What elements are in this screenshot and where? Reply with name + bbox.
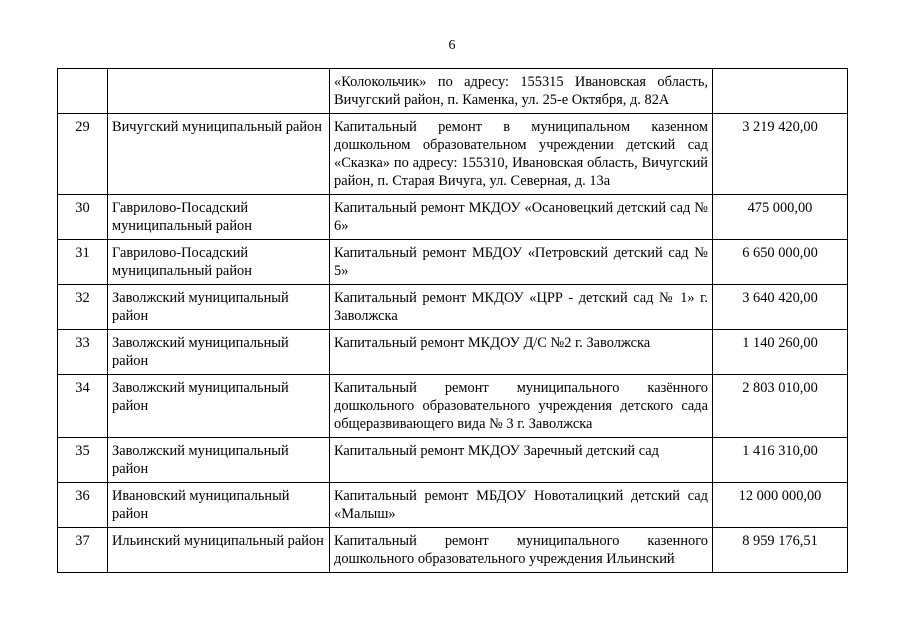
row-number: 37 (58, 528, 108, 573)
table-row (58, 240, 848, 285)
table-row (58, 483, 848, 528)
region-cell: Заволжский муниципальный район (108, 285, 330, 330)
description-cell: Капитальный ремонт МБДОУ «Петровский детский сад № 5» (330, 240, 713, 285)
region-cell: Заволжский муниципальный район (108, 375, 330, 438)
row-number: 29 (58, 114, 108, 195)
region-cell: Заволжский муниципальный район (108, 330, 330, 375)
row-number: 32 (58, 285, 108, 330)
region-cell: Ивановский муниципальный район (108, 483, 330, 528)
amount-cell: 1 140 260,00 (713, 330, 848, 375)
amount-cell: 3 219 420,00 (713, 114, 848, 195)
region-cell: Гаврилово-Посадский муниципальный район (108, 195, 330, 240)
region-cell: Вичугский муниципальный район (108, 114, 330, 195)
table-row (58, 375, 848, 438)
funding-table (57, 68, 848, 573)
row-number: 35 (58, 438, 108, 483)
description-cell: Капитальный ремонт МКДОУ Заречный детский сад (330, 438, 713, 483)
row-number: 34 (58, 375, 108, 438)
region-cell: Заволжский муниципальный район (108, 438, 330, 483)
table-row (58, 69, 848, 114)
amount-cell: 3 640 420,00 (713, 285, 848, 330)
table-row (58, 195, 848, 240)
amount-cell: 6 650 000,00 (713, 240, 848, 285)
amount-cell: 475 000,00 (713, 195, 848, 240)
table-row (58, 114, 848, 195)
description-cell: Капитальный ремонт МКДОУ Д/С №2 г. Заволжска (330, 330, 713, 375)
table-row (58, 285, 848, 330)
description-cell: Капитальный ремонт в муниципальном казенном дошкольном образовательном учреждении детский сад «Сказка» по адресу: 155310, Ивановская область, Вичугский район, п. Старая Вичуга, ул. Северная, д. 13а (330, 114, 713, 195)
amount-cell: 1 416 310,00 (713, 438, 848, 483)
region-cell: Гаврилово-Посадский муниципальный район (108, 240, 330, 285)
row-number: 33 (58, 330, 108, 375)
amount-cell: 12 000 000,00 (713, 483, 848, 528)
row-number (58, 69, 108, 114)
description-cell: Капитальный ремонт МКДОУ «ЦРР - детский сад № 1» г. Заволжска (330, 285, 713, 330)
description-cell: «Колокольчик» по адресу: 155315 Ивановская область, Вичугский район, п. Каменка, ул. 25-е Октября, д. 82А (330, 69, 713, 114)
region-cell: Ильинский муниципальный район (108, 528, 330, 573)
amount-cell: 8 959 176,51 (713, 528, 848, 573)
table-row (58, 528, 848, 573)
amount-cell (713, 69, 848, 114)
row-number: 36 (58, 483, 108, 528)
row-number: 31 (58, 240, 108, 285)
table-row (58, 330, 848, 375)
description-cell: Капитальный ремонт МКДОУ «Осановецкий детский сад № 6» (330, 195, 713, 240)
region-cell (108, 69, 330, 114)
description-cell: Капитальный ремонт муниципального казенного дошкольного образовательного учреждения Ильинский (330, 528, 713, 573)
description-cell: Капитальный ремонт МБДОУ Новоталицкий детский сад «Малыш» (330, 483, 713, 528)
description-cell: Капитальный ремонт муниципального казённого дошкольного образовательного учреждения детского сада общеразвивающего вида № 3 г. Заволжска (330, 375, 713, 438)
table-row (58, 438, 848, 483)
amount-cell: 2 803 010,00 (713, 375, 848, 438)
page-number: 6 (448, 38, 456, 53)
row-number: 30 (58, 195, 108, 240)
